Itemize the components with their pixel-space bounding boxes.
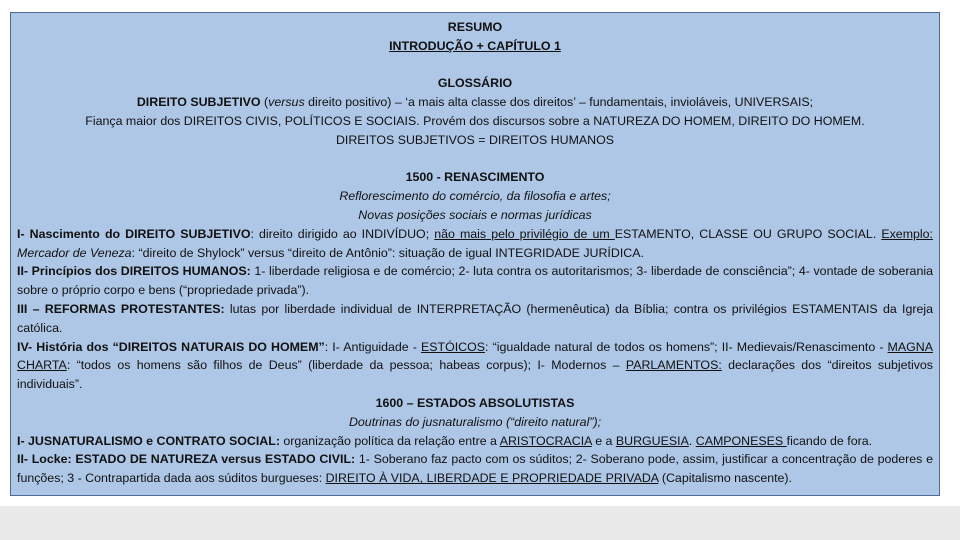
item-label: II- Locke: ESTADO DE NATUREZA versus ESTADO CIVIL: bbox=[17, 452, 356, 467]
item-underlined: não mais pelo privilégio de um bbox=[434, 226, 615, 241]
item-text: (Capitalismo nascente). bbox=[658, 471, 793, 486]
item-underlined: PARLAMENTOS: bbox=[625, 358, 722, 373]
slide-bottom-strip bbox=[0, 506, 960, 540]
summary-subtitle: INTRODUÇÃO + CAPÍTULO 1 bbox=[389, 38, 561, 53]
item-text: : “todos os homens são filhos de Deus” (liberdade da pessoa; habeas corpus); I- Modernos – bbox=[66, 358, 626, 373]
absolutism-sub: Doutrinas do jusnaturalismo (“direito natural”); bbox=[348, 414, 602, 429]
glossary-line-3: DIREITOS SUBJETIVOS = DIREITOS HUMANOS bbox=[335, 132, 615, 147]
item-label: IV- História dos “DIREITOS NATURAIS DO HOMEM” bbox=[17, 339, 325, 354]
glossary-line-1 bbox=[17, 93, 933, 112]
spacer bbox=[17, 150, 933, 169]
glossary-versus: versus bbox=[268, 95, 305, 110]
item-text: ESTAMENTO, CLASSE OU GRUPO SOCIAL. bbox=[614, 226, 882, 241]
item-text: : direito dirigido ao INDIVÍDUO; bbox=[250, 226, 435, 241]
item-text: ficando de fora. bbox=[786, 433, 873, 448]
renaissance-item-3 bbox=[17, 300, 933, 338]
item-text: : “igualdade natural de todos os homens”; II- Medievais/Renascimento - bbox=[485, 339, 888, 354]
item-underlined: CAMPONESES bbox=[695, 433, 787, 448]
glossary-term: DIREITO SUBJETIVO bbox=[136, 95, 261, 110]
renaissance-item-2 bbox=[17, 262, 933, 300]
renaissance-heading: 1500 - RENASCIMENTO bbox=[405, 170, 545, 185]
glossary-line-2: Fiança maior dos DIREITOS CIVIS, POLÍTICOS E SOCIAIS. Provém dos discursos sobre a NATUREZA DO HOMEM, DIREITO DO HOMEM. bbox=[85, 113, 865, 128]
item-text: : I- Antiguidade - bbox=[324, 339, 421, 354]
item-underlined: MAGNA CHARTA bbox=[17, 339, 933, 373]
item-underlined: BURGUESIA bbox=[615, 433, 689, 448]
item-text: lutas por liberdade individual de INTERPRETAÇÃO (hermenêutica) da Bíblia; contra os privilégios ESTAMENTAIS da Igreja católica. bbox=[17, 301, 933, 335]
item-underlined: Exemplo: bbox=[881, 226, 933, 241]
item-text: organização política da relação entre a bbox=[279, 433, 500, 448]
item-label: I- JUSNATURALISMO e CONTRATO SOCIAL: bbox=[17, 433, 280, 448]
item-text: : “direito de Shylock” versus “direito de Antônio”: situação de igual INTEGRIDADE JURÍDICA. bbox=[131, 245, 644, 260]
item-text: e a bbox=[591, 433, 616, 448]
item-underlined: ESTÓICOS bbox=[421, 339, 486, 354]
item-text: declarações dos “direitos subjetivos individuais”. bbox=[17, 358, 933, 392]
glossary-heading: GLOSSÁRIO bbox=[437, 76, 513, 91]
renaissance-item-1 bbox=[17, 225, 933, 263]
summary-title: RESUMO bbox=[447, 20, 503, 34]
item-text: 1- liberdade religiosa e de comércio; 2- luta contra os autoritarismos; 3- liberdade de consciência”; 4- vontade de soberania sobre o próprio corpo e bens (“propriedade privada”). bbox=[17, 264, 933, 298]
item-underlined: DIREITO À VIDA, LIBERDADE E PROPRIEDADE PRIVADA bbox=[325, 471, 659, 486]
item-label: I- Nascimento do DIREITO SUBJETIVO bbox=[17, 226, 251, 241]
glossary-paren: ( bbox=[260, 95, 269, 110]
absolutism-item-2 bbox=[17, 450, 933, 488]
renaissance-sub-2: Novas posições sociais e normas jurídicas bbox=[358, 207, 592, 222]
spacer bbox=[17, 56, 933, 75]
item-label: II- Princípios dos DIREITOS HUMANOS: bbox=[17, 264, 251, 279]
item-label: III – REFORMAS PROTESTANTES: bbox=[17, 301, 225, 316]
absolutism-heading: 1600 – ESTADOS ABSOLUTISTAS bbox=[375, 395, 575, 410]
summary-box bbox=[10, 12, 940, 496]
absolutism-item-1 bbox=[17, 432, 933, 451]
item-text: 1- Soberano faz pacto com os súditos; 2- Soberano pode, assim, justificar a concentração de poderes e funções; 3 - Contrapartida dada aos súditos burgueses: bbox=[17, 452, 933, 486]
item-italic: Mercador de Veneza bbox=[17, 245, 132, 260]
renaissance-sub-1: Reflorescimento do comércio, da filosofia e artes; bbox=[339, 189, 611, 204]
item-underlined: ARISTOCRACIA bbox=[499, 433, 592, 448]
item-text: . bbox=[688, 433, 696, 448]
renaissance-item-4 bbox=[17, 338, 933, 394]
glossary-line-1-rest: direito positivo) – ‘a mais alta classe dos direitos’ – fundamentais, invioláveis, UNIVERSAIS; bbox=[304, 95, 814, 110]
